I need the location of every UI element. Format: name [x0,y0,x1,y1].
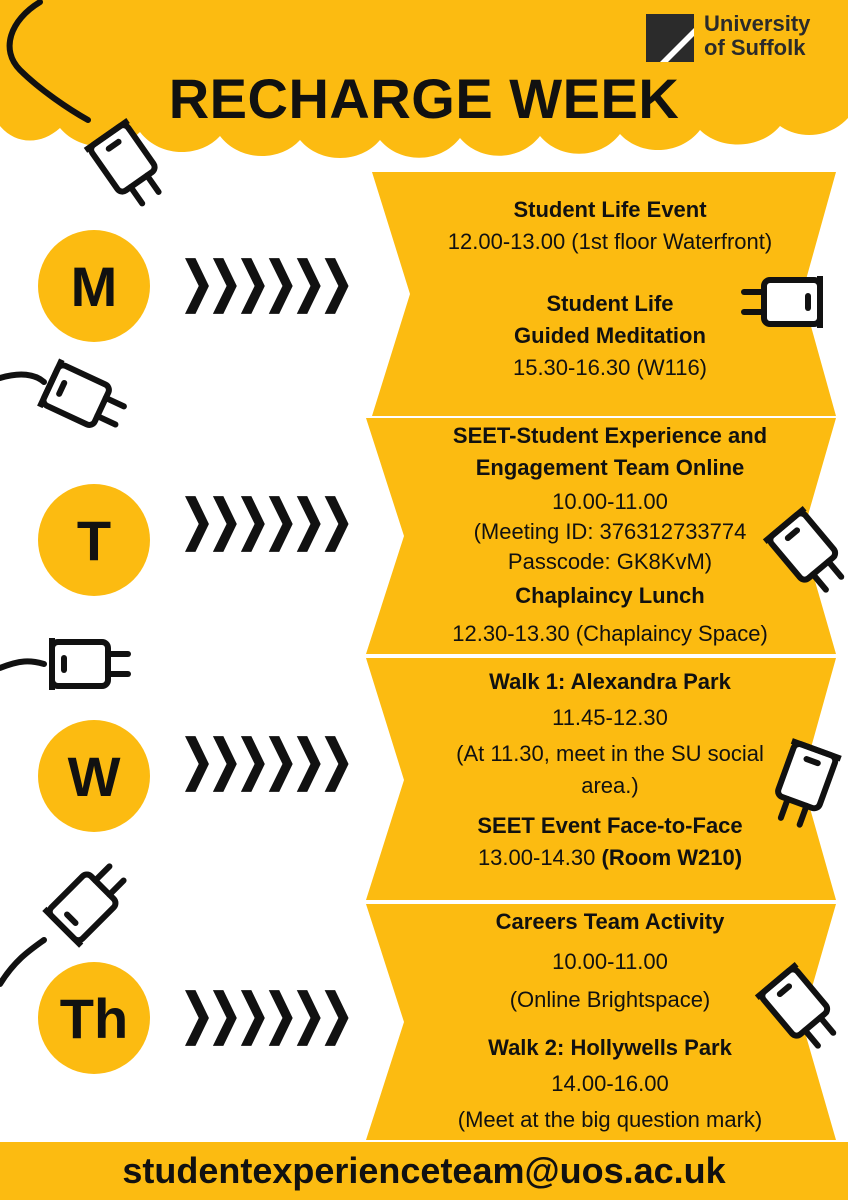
event-line-text: 11.45-12.30 [552,705,668,730]
event-line-text: 10.00-11.00 [552,489,668,514]
event-line-text: SEET Event Face-to-Face [477,813,743,838]
event-line-text: Careers Team Activity [495,909,725,934]
event-line-text: 12.30-13.30 (Chaplaincy Space) [452,621,768,646]
event-line-text: (At 11.30, meet in the SU social [456,741,764,766]
event-line-text: Guided Meditation [514,323,706,348]
chevron-arrows-tuesday: ❯❯❯❯❯❯ [180,490,348,550]
event-detail [380,770,840,802]
event-detail [380,352,840,384]
event-title [380,320,840,352]
event-line-text: Walk 2: Hollywells Park [488,1035,732,1060]
event-line-text: (Online Brightspace) [509,987,711,1012]
day-circle-thursday: Th [38,962,150,1074]
event-line-text: 15.30-16.30 (W116) [512,355,708,380]
wednesday-events [380,666,840,876]
event-detail [380,516,840,548]
event-detail [380,618,840,650]
event-line-text: area.) [581,773,639,798]
monday-events [380,194,840,386]
event-title [380,810,840,842]
event-detail [380,842,840,874]
event-title [380,580,840,612]
plug-icon-left-1 [40,360,131,439]
event-line-text: 13.00-14.30 [477,845,596,870]
tuesday-events [380,420,840,652]
event-line-text: (Meet at the big question mark) [457,1107,763,1132]
event-detail [380,702,840,734]
plug-icon-left-3 [44,855,135,946]
event-line-text: 10.00-11.00 [552,949,668,974]
logo-line-1: University [704,11,811,36]
event-title [380,1032,840,1064]
event-detail [380,1068,840,1100]
event-line-text: SEET-Student Experience and [452,423,768,448]
event-room: (Room W210) [595,845,743,870]
page-title: RECHARGE WEEK [168,67,680,130]
event-detail [380,738,840,770]
event-line-text: Walk 1: Alexandra Park [489,669,731,694]
event-detail [380,946,840,978]
logo-line-2: of Suffolk [704,35,806,60]
plug-icon-top-left [85,121,171,213]
event-line-text: Student Life [546,291,674,316]
event-line-text: Student Life Event [513,197,707,222]
chevron-arrows-wednesday: ❯❯❯❯❯❯ [180,730,348,790]
plug-icon-left-2 [52,638,128,690]
event-line-text: Chaplaincy Lunch [515,583,705,608]
event-line-text: Engagement Team Online [475,455,745,480]
event-title [380,666,840,698]
day-circle-tuesday: T [38,484,150,596]
event-line-text: Passcode: GK8KvM) [507,549,713,574]
event-line-text: 14.00-16.00 [551,1071,669,1096]
event-detail [380,486,840,518]
chevron-arrows-monday: ❯❯❯❯❯❯ [180,252,348,312]
event-title [380,420,840,452]
chevron-arrows-thursday: ❯❯❯❯❯❯ [180,984,348,1044]
event-title [380,194,840,226]
event-detail [380,546,840,578]
event-detail [380,984,840,1016]
event-title [380,452,840,484]
event-line-text: 12.00-13.00 (1st floor Waterfront) [447,229,773,254]
event-line-text: (Meeting ID: 376312733774 [473,519,747,544]
event-title [380,288,840,320]
footer-email[interactable]: studentexperienceteam@uos.ac.uk [0,1142,848,1200]
day-circle-wednesday: W [38,720,150,832]
event-detail [380,1104,840,1136]
thursday-events [380,906,840,1138]
day-circle-monday: M [38,230,150,342]
event-detail [380,226,840,258]
event-title [380,906,840,938]
